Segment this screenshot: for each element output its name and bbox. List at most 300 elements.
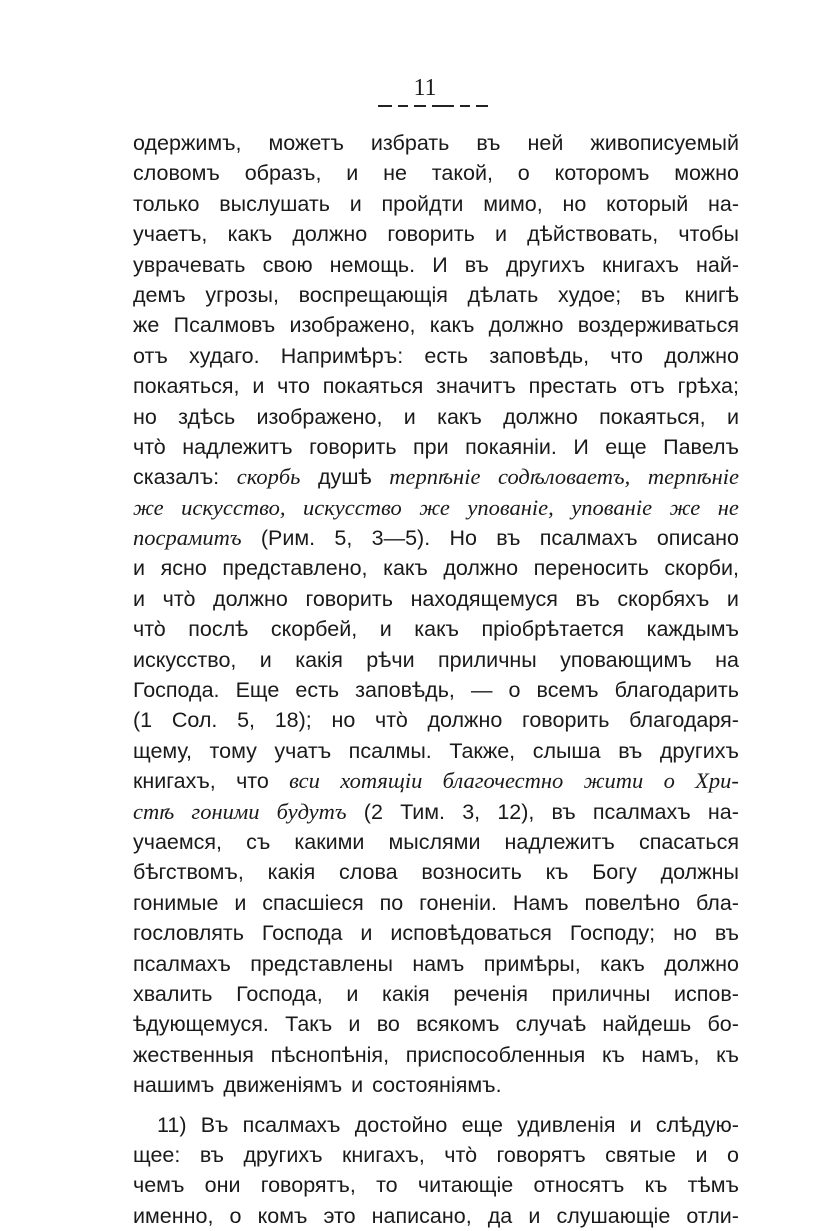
word: гонимые — [133, 890, 219, 915]
word: Также, — [449, 738, 516, 763]
word: благодаря- — [629, 708, 739, 733]
word: Но — [449, 526, 477, 551]
italic-word: вси — [289, 768, 320, 794]
word: какъ — [414, 617, 459, 642]
word: пріобрѣтается — [481, 617, 625, 642]
word: Такъ — [285, 1012, 333, 1037]
word: и — [346, 161, 359, 186]
word: представлены — [250, 951, 393, 976]
word: говорятъ, — [260, 1173, 356, 1198]
word: еще — [461, 1112, 503, 1137]
word: какъ — [383, 556, 428, 581]
word: мыслями — [388, 829, 481, 854]
word: пройдти — [381, 191, 464, 216]
word: Намъ — [512, 890, 569, 915]
text-line — [133, 432, 739, 462]
word: скорби, — [664, 556, 739, 581]
text-line — [133, 645, 739, 675]
word: какими — [294, 829, 365, 854]
text-line — [133, 402, 739, 432]
text-line — [133, 584, 739, 614]
word: что — [277, 374, 310, 399]
word: должно — [488, 313, 564, 338]
text-line — [133, 493, 739, 523]
word: надлежитъ — [504, 829, 615, 854]
word: какъ — [429, 313, 475, 338]
word: о — [726, 1142, 739, 1167]
word: какъ — [227, 222, 273, 247]
word: (Рим. — [260, 526, 316, 551]
text-line — [133, 371, 739, 401]
text-line — [133, 341, 739, 371]
text-line — [133, 189, 739, 219]
word: Господа. — [133, 678, 220, 703]
word: книгахъ, — [133, 769, 216, 794]
word: избрать — [370, 131, 450, 155]
italic-word: благочестно — [442, 768, 564, 794]
word: одержимъ, — [133, 131, 242, 155]
word: къ — [545, 860, 569, 885]
italic-word: стѣ — [133, 798, 175, 824]
word: можетъ — [268, 131, 344, 155]
word: въ — [464, 252, 489, 277]
text-line — [133, 462, 739, 492]
word: 3—5). — [371, 526, 431, 551]
word: къ — [716, 1042, 739, 1067]
word: и — [351, 1073, 364, 1098]
word: въ — [575, 586, 600, 611]
word: ѣдующемуся. — [133, 1012, 269, 1037]
word: образъ, — [244, 161, 322, 186]
word: и — [133, 586, 146, 611]
word: щему, — [133, 738, 192, 763]
text-line — [133, 888, 739, 918]
word: Павелъ — [663, 434, 739, 459]
word: это — [323, 1203, 356, 1228]
word: найдешь — [602, 1012, 692, 1037]
italic-word: гоними — [191, 798, 260, 824]
word: при — [413, 434, 449, 459]
word: есть — [424, 343, 469, 368]
word: на- — [707, 799, 739, 824]
text-line — [133, 1110, 739, 1140]
word: и — [346, 981, 359, 1006]
word: худое; — [558, 282, 622, 307]
word: и — [695, 1142, 708, 1167]
word: представлено, — [222, 556, 368, 581]
word: въ — [618, 738, 643, 763]
word: и — [348, 1012, 361, 1037]
word: говорить — [305, 586, 393, 611]
word: только — [133, 191, 200, 216]
word: но — [673, 921, 697, 946]
word: что̀ — [133, 617, 166, 642]
word: книгахъ, — [342, 1142, 425, 1167]
italic-word: искусство, — [181, 494, 286, 520]
word: о — [508, 678, 521, 703]
word: достойно — [354, 1112, 448, 1137]
word: всякомъ — [416, 1012, 500, 1037]
word: испов- — [674, 981, 739, 1006]
word: покаяніи. — [465, 434, 557, 459]
italic-word: терпѣніе — [389, 464, 481, 490]
word: угрозы, — [205, 282, 279, 307]
word: переносить — [533, 556, 649, 581]
word: находящемуся — [410, 586, 558, 611]
word: комъ — [257, 1203, 308, 1228]
text-line — [133, 1070, 739, 1100]
text-line — [133, 250, 739, 280]
italic-word: же — [419, 494, 450, 520]
word: книгахъ — [602, 252, 679, 277]
word: хвалить — [133, 981, 213, 1006]
word: бо- — [707, 1012, 739, 1037]
word: намъ, — [641, 1042, 700, 1067]
word: но — [133, 404, 157, 429]
italic-word: упованіе, — [467, 494, 554, 520]
word: каждымъ — [646, 617, 739, 642]
word: о — [229, 1203, 242, 1228]
word: что̀ — [375, 708, 408, 733]
word: какія — [267, 860, 316, 885]
body-text — [133, 128, 739, 1231]
word: чемъ — [133, 1173, 185, 1198]
word: бла- — [695, 890, 739, 915]
word: читающіе — [417, 1173, 514, 1198]
word: здѣсь — [178, 404, 236, 429]
word: учаемся, — [133, 829, 223, 854]
word: псалмы. — [348, 738, 432, 763]
text-line — [133, 1140, 739, 1170]
word: случаѣ — [515, 1012, 587, 1037]
word: рѣчи — [366, 647, 415, 672]
word: должно — [503, 404, 578, 429]
text-line — [133, 979, 739, 1009]
word: учаетъ, — [133, 222, 208, 247]
word: во — [376, 1012, 400, 1037]
text-line — [133, 1009, 739, 1039]
word: благодарить — [614, 678, 739, 703]
word: отъ — [629, 374, 665, 399]
word: должно — [443, 556, 519, 581]
word: — — [470, 678, 493, 703]
word: приличны — [551, 981, 651, 1006]
word: другихъ — [659, 738, 739, 763]
word: скорбей, — [270, 617, 358, 642]
word: да — [487, 1203, 513, 1228]
word: всемъ — [536, 678, 599, 703]
word: Псалмовъ — [173, 313, 276, 338]
word: заповѣдь, — [489, 343, 590, 368]
word: мимо, — [483, 191, 543, 216]
italic-word: скорбь — [236, 464, 301, 490]
word: слѣдую- — [655, 1112, 739, 1137]
word: Господа — [261, 921, 343, 946]
word: въ — [551, 799, 576, 824]
word: уповающимъ — [560, 647, 692, 672]
word: отли- — [686, 1203, 739, 1228]
word: живописуемый — [590, 131, 739, 155]
word: на — [715, 647, 739, 672]
word: который — [606, 191, 689, 216]
word: Господу; — [569, 921, 656, 946]
italic-word: же — [669, 494, 701, 520]
word: Тим. — [400, 799, 446, 824]
word: худаго. — [188, 343, 260, 368]
italic-word: будутъ — [276, 798, 347, 824]
word: такой, — [431, 161, 493, 186]
word: же — [133, 313, 160, 338]
word: воспрещающія — [298, 282, 448, 307]
word: книгѣ — [684, 282, 739, 307]
word: и — [494, 222, 507, 247]
word: нашимъ — [133, 1073, 215, 1098]
italic-word: не — [717, 494, 739, 520]
word: и — [133, 556, 146, 581]
word: дѣлать — [467, 282, 539, 307]
word: движеніямъ — [223, 1073, 343, 1098]
word: дѣйствовать, — [527, 222, 659, 247]
word: говорить — [309, 434, 397, 459]
italic-word: искусство — [303, 494, 402, 520]
word: покаяться, — [599, 404, 706, 429]
word: то — [376, 1173, 398, 1198]
word: относятъ — [533, 1173, 625, 1198]
word: примѣры, — [483, 951, 581, 976]
word: должно — [664, 343, 739, 368]
word: въ — [199, 1142, 224, 1167]
italic-word: Хри- — [695, 768, 739, 794]
italic-word: хотящіи — [340, 768, 423, 794]
word: говорятъ — [496, 1142, 586, 1167]
word: Сол. — [171, 708, 218, 733]
word: пѣснопѣнія, — [270, 1042, 390, 1067]
word: говорить — [387, 222, 475, 247]
word: должно — [213, 586, 288, 611]
text-line — [133, 158, 739, 188]
text-line — [133, 918, 739, 948]
word: бѣгствомъ, — [133, 860, 244, 885]
word: ясно — [160, 556, 207, 581]
word: святые — [605, 1142, 676, 1167]
word: что — [236, 769, 269, 794]
word: должны — [660, 860, 739, 885]
word: 12), — [497, 799, 535, 824]
text-line — [133, 1170, 739, 1200]
word: 5, — [334, 526, 353, 551]
word: реченія — [453, 981, 528, 1006]
word: гоненіи. — [419, 890, 497, 915]
word: на- — [707, 191, 739, 216]
word: возносить — [421, 860, 522, 885]
text-line — [133, 857, 739, 887]
italic-word: терпѣніе — [647, 464, 739, 490]
text-line — [133, 128, 739, 158]
text-line — [133, 827, 739, 857]
word: учатъ — [274, 738, 332, 763]
word: спасшіеся — [262, 890, 364, 915]
italic-word: содѣловаетъ, — [498, 464, 631, 490]
page-number: 11 — [413, 75, 437, 101]
text-line — [133, 219, 739, 249]
word: псалмахъ — [539, 526, 638, 551]
word: тѣмъ — [687, 1173, 739, 1198]
word: другихъ — [243, 1142, 323, 1167]
word: и — [234, 890, 247, 915]
word: псалмахъ — [242, 1112, 341, 1137]
word: скорбяхъ — [617, 586, 710, 611]
word: изображено, — [289, 313, 416, 338]
word: тому — [209, 738, 257, 763]
word: и — [629, 1112, 642, 1137]
word: (2 — [363, 799, 383, 824]
word: исповѣдоваться — [390, 921, 552, 946]
word: какъ — [437, 404, 482, 429]
italic-word: же — [133, 494, 164, 520]
word: 3, — [462, 799, 481, 824]
word: въ — [496, 526, 521, 551]
word: что̀ — [162, 586, 196, 611]
word: есть — [295, 678, 340, 703]
word: написано, — [371, 1203, 472, 1228]
word: какъ — [600, 951, 645, 976]
header-rule — [378, 105, 488, 107]
text-line — [133, 553, 739, 583]
word: повелѣно — [584, 890, 681, 915]
word: можно — [674, 161, 739, 186]
word: и — [379, 617, 392, 642]
italic-word: посрамитъ — [133, 525, 242, 551]
word: о — [517, 161, 530, 186]
word: намъ — [412, 951, 465, 976]
word: не — [383, 161, 407, 186]
word: они — [204, 1173, 241, 1198]
italic-word: о — [663, 768, 675, 794]
word: послѣ — [188, 617, 249, 642]
text-line — [133, 1040, 739, 1070]
word: что̀ — [444, 1142, 478, 1167]
word: сказалъ: — [133, 465, 220, 490]
word: жественныя — [133, 1042, 254, 1067]
text-line — [133, 705, 739, 735]
word: чтобы — [678, 222, 739, 247]
word: ней — [527, 131, 564, 155]
italic-word: жити — [583, 768, 644, 794]
word: Еще — [235, 678, 280, 703]
text-line — [133, 280, 739, 310]
word: слушающіе — [556, 1203, 671, 1228]
text-line — [133, 797, 739, 827]
word: гословлять — [133, 921, 244, 946]
word: къ — [644, 1173, 668, 1198]
word: какія — [295, 647, 343, 672]
word: значитъ — [436, 374, 516, 399]
word: Въ — [200, 1112, 229, 1137]
word: приспособленныя — [405, 1042, 586, 1067]
word: най- — [695, 252, 739, 277]
word: и — [403, 404, 416, 429]
word: отъ — [133, 343, 168, 368]
word: надлежитъ — [182, 434, 293, 459]
word: свою — [262, 252, 313, 277]
word: 11) — [157, 1112, 187, 1137]
word: 18); — [274, 708, 312, 733]
word: по — [379, 890, 404, 915]
text-line — [133, 523, 739, 553]
word: но — [562, 191, 587, 216]
text-line — [133, 614, 739, 644]
word: описано — [656, 526, 739, 551]
word: искусство, — [133, 647, 237, 672]
word: и — [726, 586, 739, 611]
word: что̀ — [133, 434, 166, 459]
word: и — [726, 404, 739, 429]
word: и — [349, 191, 362, 216]
word: слыша — [532, 738, 601, 763]
word: Богу — [592, 860, 637, 885]
word: именно, — [133, 1203, 214, 1228]
text-line — [133, 675, 739, 705]
word: приличны — [438, 647, 537, 672]
word: говорить — [521, 708, 610, 733]
text-line — [133, 1201, 739, 1231]
word: состояніямъ. — [372, 1073, 502, 1098]
text-line — [133, 736, 739, 766]
word: должно — [664, 951, 739, 976]
word: заповѣдь, — [355, 678, 455, 703]
word: щее: — [133, 1142, 181, 1167]
word: покаяться — [322, 374, 424, 399]
word: въ — [640, 282, 666, 307]
word: выслушать — [219, 191, 330, 216]
word: удивленія — [517, 1112, 616, 1137]
word: престать — [528, 374, 618, 399]
word: псалмахъ — [133, 951, 231, 976]
word: и — [259, 647, 272, 672]
word: душѣ — [318, 465, 372, 490]
text-line — [133, 766, 739, 796]
italic-word: упованіе — [571, 494, 653, 520]
word: къ — [601, 1042, 625, 1067]
word: демъ — [133, 282, 186, 307]
word: въ — [476, 131, 501, 155]
word: изображено, — [256, 404, 383, 429]
word: другихъ — [505, 252, 586, 277]
word: и — [252, 374, 265, 399]
word: псалмахъ — [592, 799, 691, 824]
text-line — [133, 949, 739, 979]
word: уврачевать — [133, 252, 246, 277]
word: что — [610, 343, 643, 368]
word: И — [432, 252, 448, 277]
word: Напримѣръ: — [280, 343, 404, 368]
text-line — [133, 310, 739, 340]
word: (1 — [133, 708, 153, 733]
word: немощь. — [329, 252, 416, 277]
word: И — [573, 434, 589, 459]
word: но — [331, 708, 356, 733]
word: грѣха; — [677, 374, 739, 399]
word: Господа, — [236, 981, 323, 1006]
word: спасаться — [638, 829, 739, 854]
word: и — [528, 1203, 541, 1228]
word: слова — [339, 860, 398, 885]
word: воздерживаться — [577, 313, 739, 338]
word: и — [360, 921, 373, 946]
word: какія — [382, 981, 430, 1006]
word: должно — [292, 222, 368, 247]
word: 5, — [237, 708, 255, 733]
